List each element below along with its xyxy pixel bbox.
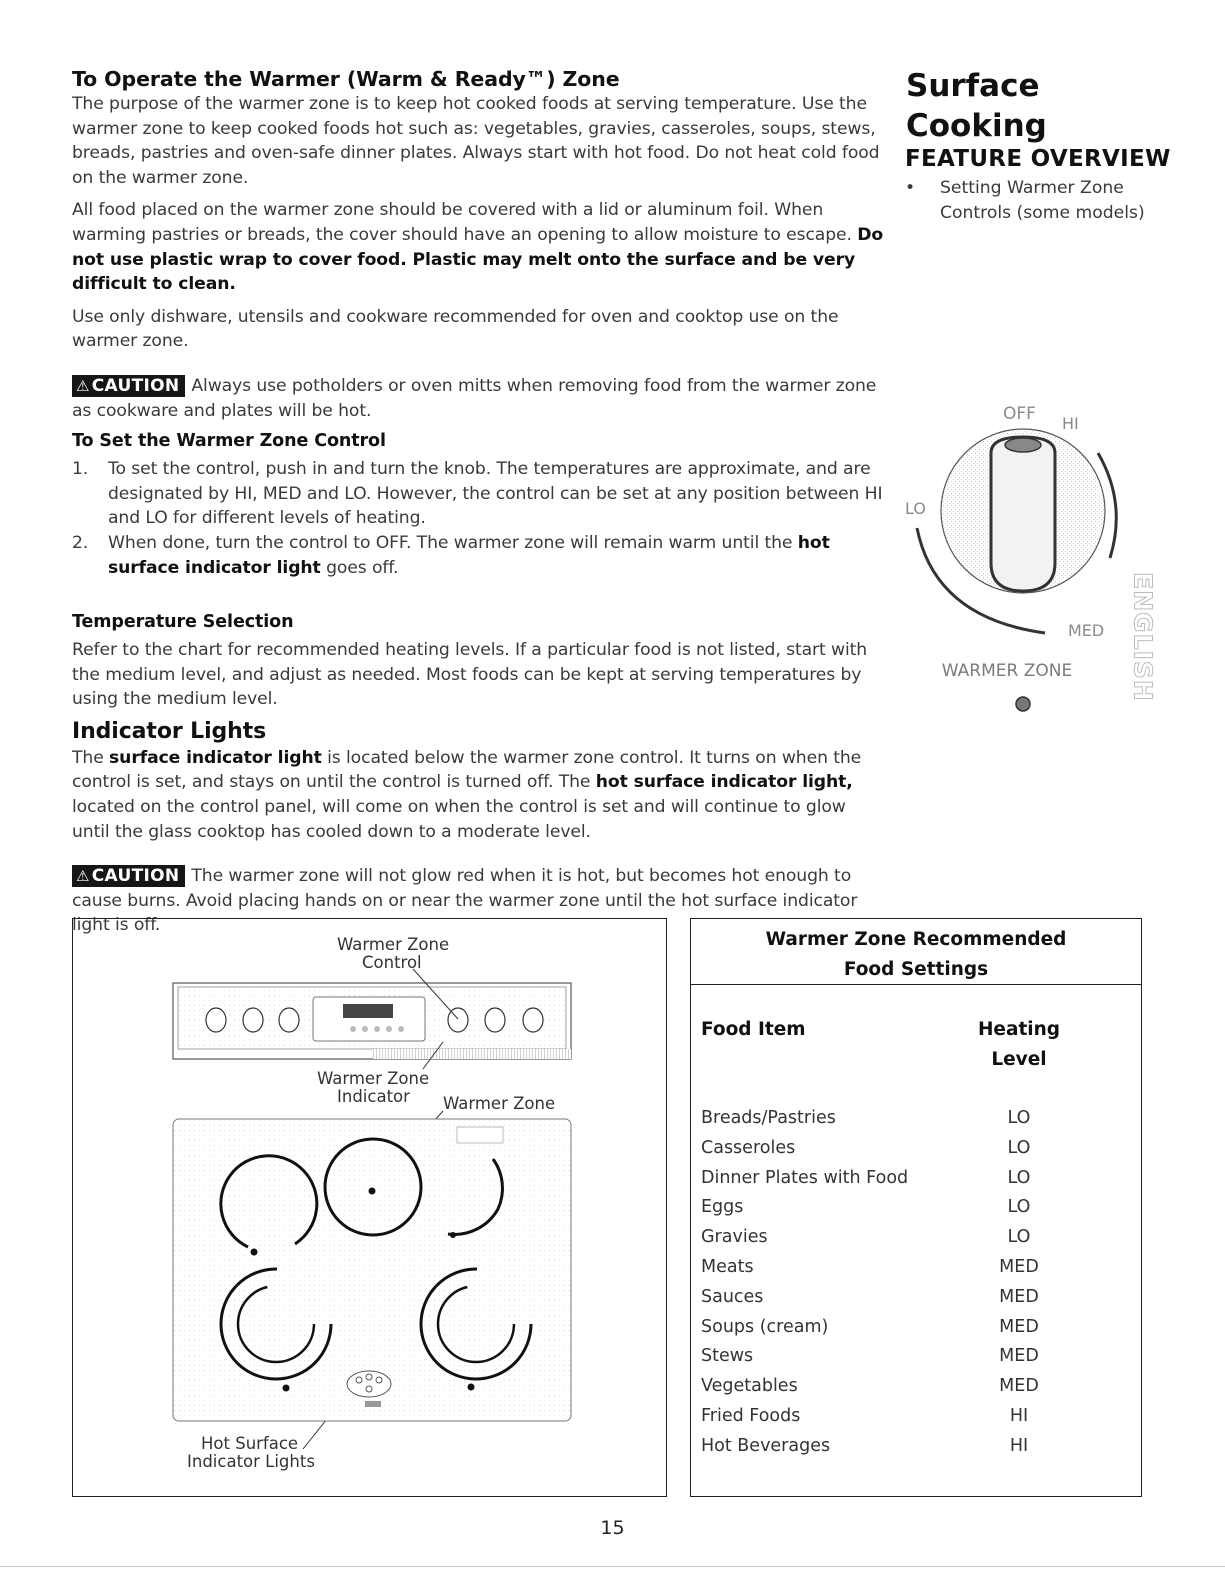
knob-caption: WARMER ZONE xyxy=(941,661,1073,681)
table-title-line-2: Food Settings xyxy=(843,959,989,980)
table-row xyxy=(701,1432,1131,1462)
food-cell: Stews xyxy=(701,1346,754,1367)
caution-label: CAUTION xyxy=(91,866,180,887)
level-cell: MED xyxy=(999,1316,1039,1337)
knob-label-off: OFF xyxy=(1003,404,1036,424)
step-item xyxy=(72,531,884,580)
table-row xyxy=(701,1313,1131,1343)
hot-surface-indicator-icon xyxy=(347,1371,391,1397)
warmer-heading: To Operate the Warmer (Warm & Ready™) Zone xyxy=(72,67,620,91)
knob-label-med: MED xyxy=(1068,621,1105,640)
knob-icon xyxy=(523,1008,543,1032)
table-row xyxy=(701,1164,1131,1194)
table-row xyxy=(701,1193,1131,1223)
table-row xyxy=(701,1134,1131,1164)
food-settings-table xyxy=(690,918,1142,1497)
knob-icon xyxy=(279,1008,299,1032)
warmer-zone-knob-illustration xyxy=(895,393,1135,723)
caution-1-text: Always use potholders or oven mitts when removing food from the warmer zone as cookware and plates will be hot. xyxy=(72,375,877,421)
knob-icon xyxy=(243,1008,263,1032)
indicator-label-line-1: Warmer Zone xyxy=(317,1069,430,1088)
set-control-steps xyxy=(72,457,884,580)
table-row xyxy=(701,1342,1131,1372)
step-number: 1. xyxy=(72,459,89,480)
column-header-food: Food Item xyxy=(701,1019,806,1040)
indicator-text-3: located on the control panel, will come on when the control is set and will continue to glow until the glass cooktop has cooled down to a moderate level. xyxy=(72,797,846,842)
control-label-line-1: Warmer Zone xyxy=(337,935,450,954)
dishware-paragraph: Use only dishware, utensils and cookware recommended for oven and cooktop use on the warmer zone. xyxy=(72,306,839,352)
control-panel xyxy=(173,983,571,1059)
food-cell: Sauces xyxy=(701,1286,764,1307)
indicator-light-icon xyxy=(1016,697,1030,711)
warning-triangle-icon: ⚠ xyxy=(76,867,90,886)
temperature-heading: Temperature Selection xyxy=(72,612,294,633)
hot-surface-label-line-1: Hot Surface xyxy=(201,1434,299,1453)
indicator-label-line-2: Indicator xyxy=(337,1087,410,1106)
knob-icon xyxy=(485,1008,505,1032)
feature-item-text: Setting Warmer Zone Controls (some models) xyxy=(940,178,1145,223)
indicator-heading: Indicator Lights xyxy=(72,718,267,744)
caution-label: CAUTION xyxy=(91,375,180,396)
level-cell: LO xyxy=(1007,1197,1031,1218)
level-cell: HI xyxy=(1009,1405,1029,1426)
knob-grip xyxy=(991,437,1055,591)
warmer-cover-paragraph xyxy=(72,198,884,296)
table-row xyxy=(701,1104,1131,1134)
column-header-level-1: Heating xyxy=(977,1019,1061,1040)
cooktop-surface xyxy=(173,1119,571,1421)
main-content xyxy=(72,66,884,938)
step-2-pre: When done, turn the control to OFF. The warmer zone will remain warm until the xyxy=(108,532,793,553)
step-1-text: To set the control, push in and turn the knob. The temperatures are approximate, and are designated by HI, MED and LO. However, the control can be set at any position between HI and LO for different levels of heating. xyxy=(108,459,883,529)
indicator-text-2: is located below the warmer zone control. It turns on when the control is set, and stays on until the control is turned off. The xyxy=(72,747,862,793)
table-title-line-1: Warmer Zone Recommended xyxy=(765,929,1067,950)
step-item xyxy=(72,457,884,531)
language-tab-label: ENGLISH xyxy=(1128,572,1158,702)
caution-badge xyxy=(72,375,185,397)
food-cell: Hot Beverages xyxy=(701,1435,831,1456)
caution-paragraph-1 xyxy=(72,374,884,423)
food-cell: Fried Foods xyxy=(701,1405,801,1426)
warmer-purpose-paragraph: The purpose of the warmer zone is to keep hot cooked foods at serving temperature. Use the warmer zone to keep cooked foods hot such as: vegetables, gravies, casseroles, soups, stews, breads, pastries and oven-safe dinner plates. Always start with hot food. Do not heat cold food on the warmer zone. xyxy=(72,94,880,188)
level-cell: MED xyxy=(999,1286,1039,1307)
set-control-heading: To Set the Warmer Zone Control xyxy=(72,431,386,452)
warmer-zone-label: Warmer Zone xyxy=(443,1094,556,1113)
plastic-wrap-warning: Do not use plastic wrap to cover food. Plastic may melt onto the surface and be very difficult to clean. xyxy=(72,224,884,295)
section-title-line-2: Cooking xyxy=(906,108,1047,144)
table-row xyxy=(701,1402,1131,1432)
step-2-bold: hot surface indicator light xyxy=(108,532,830,578)
page-number: 15 xyxy=(600,1517,625,1539)
food-cell: Casseroles xyxy=(701,1137,796,1158)
table-row xyxy=(701,1223,1131,1253)
food-cell: Breads/Pastries xyxy=(701,1108,836,1128)
level-cell: LO xyxy=(1007,1227,1031,1248)
food-cell: Eggs xyxy=(701,1197,744,1218)
food-cell: Dinner Plates with Food xyxy=(701,1167,909,1188)
cooktop-diagram xyxy=(73,919,666,1496)
food-cell: Soups (cream) xyxy=(701,1316,829,1337)
indicator-bold-2: hot surface indicator light, xyxy=(595,772,853,793)
bullet-icon: • xyxy=(905,178,916,198)
indicator-bold-1: surface indicator light xyxy=(109,747,322,768)
table-row xyxy=(701,1283,1131,1313)
food-cell: Meats xyxy=(701,1256,754,1277)
control-label-line-2: Control xyxy=(362,953,422,972)
table-divider xyxy=(691,984,1141,985)
knob-icon xyxy=(206,1008,226,1032)
step-number: 2. xyxy=(72,532,89,553)
table-row xyxy=(701,1253,1131,1283)
level-cell: LO xyxy=(1007,1108,1031,1128)
knob-label-hi: HI xyxy=(1062,414,1079,433)
caution-2-text: The warmer zone will not glow red when it is hot, but becomes hot enough to cause burns. Avoid placing hands on or near the warmer zone until the hot surface indicator light is off. xyxy=(72,866,858,936)
column-header-level-2: Level xyxy=(991,1049,1047,1070)
cooktop-diagram-box xyxy=(72,918,667,1497)
knob-pointer-icon xyxy=(1005,438,1041,452)
feature-overview-heading: FEATURE OVERVIEW xyxy=(905,146,1171,172)
level-cell: MED xyxy=(999,1376,1039,1397)
section-title-line-1: Surface xyxy=(906,68,1040,104)
table-row xyxy=(701,1372,1131,1402)
temperature-paragraph: Refer to the chart for recommended heating levels. If a particular food is not listed, start with the medium level, and adjust as needed. Most foods can be kept at serving temperatures by using the medium level. xyxy=(72,640,868,710)
indicator-text-1: The xyxy=(72,747,104,768)
level-cell: MED xyxy=(999,1346,1039,1367)
indicator-paragraph xyxy=(72,746,884,844)
cover-text: All food placed on the warmer zone should be covered with a lid or aluminum foil. When warming pastries or breads, the cover should have an opening to allow moisture to escape. xyxy=(72,200,852,245)
level-cell: LO xyxy=(1007,1137,1031,1158)
section-title xyxy=(906,66,1047,146)
step-2-post: goes off. xyxy=(326,557,399,578)
knob-label-lo: LO xyxy=(905,499,926,518)
warning-triangle-icon: ⚠ xyxy=(76,376,90,395)
level-cell: MED xyxy=(999,1256,1039,1277)
page-bottom-rule xyxy=(0,1566,1225,1567)
table-body xyxy=(701,1104,1131,1462)
caution-badge xyxy=(72,865,185,887)
food-cell: Vegetables xyxy=(701,1376,798,1397)
level-cell: LO xyxy=(1007,1167,1031,1188)
hot-surface-label-line-2: Indicator Lights xyxy=(187,1452,315,1471)
food-cell: Gravies xyxy=(701,1227,768,1248)
language-tab xyxy=(1126,572,1160,702)
level-cell: HI xyxy=(1009,1435,1029,1456)
